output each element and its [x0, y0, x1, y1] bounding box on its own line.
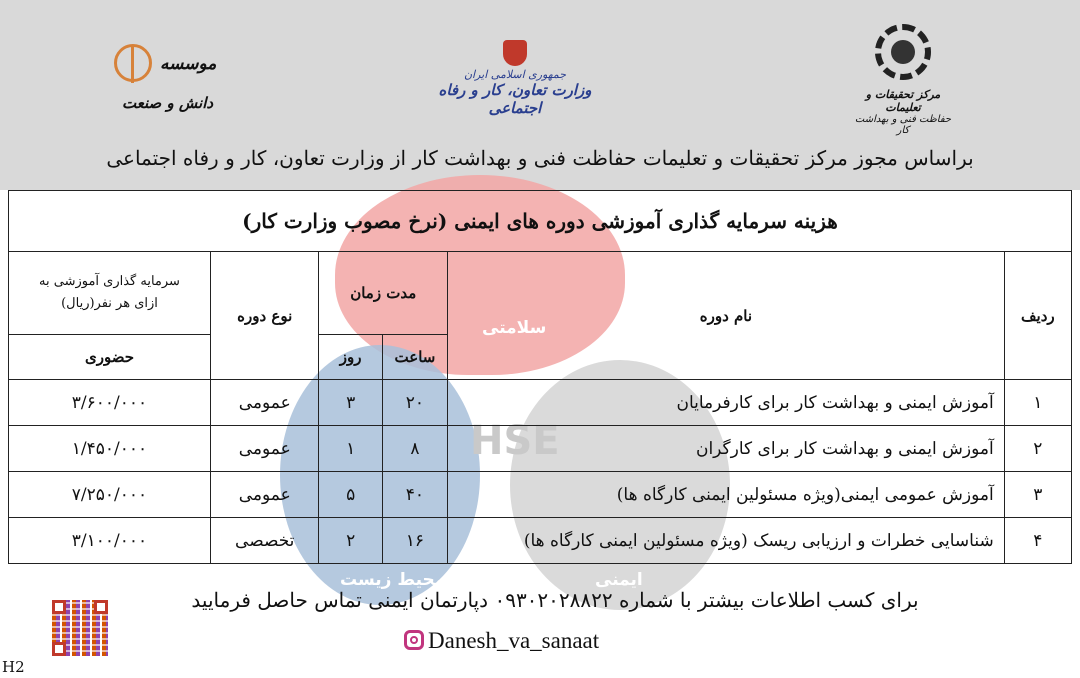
research-center-line2: حفاظت فنی و بهداشت کار [854, 114, 952, 136]
cell-price: ۷/۲۵۰/۰۰۰ [9, 472, 211, 518]
ministry-logo-line1: جمهوری اسلامی ایران [463, 68, 567, 81]
header-course-type: نوع دوره [210, 252, 319, 380]
cell-course-name: آموزش ایمنی و بهداشت کار برای کارفرمایان [448, 380, 1005, 426]
qr-corner-marker [94, 600, 108, 614]
environment-watermark-label: محیط زیست [340, 570, 446, 590]
cell-price: ۳/۶۰۰/۰۰۰ [9, 380, 211, 426]
ministry-logo-line2: وزارت تعاون، کار و رفاه اجتماعی [438, 81, 592, 117]
cell-row-no: ۳ [1004, 472, 1071, 518]
institute-logo [108, 42, 218, 122]
header-row-no: ردیف [1004, 252, 1071, 380]
cell-row-no: ۴ [1004, 518, 1071, 564]
cell-price: ۳/۱۰۰/۰۰۰ [9, 518, 211, 564]
safety-watermark-label: ایمنی [595, 570, 643, 590]
table-row [9, 518, 1072, 564]
gear-emblem-icon [875, 24, 931, 80]
cell-course-type: عمومی [210, 472, 319, 518]
institute-logo-line1: موسسه [160, 54, 217, 74]
cell-course-type: عمومی [210, 426, 319, 472]
instagram-icon [404, 630, 424, 650]
iran-emblem-icon [503, 40, 527, 66]
cell-row-no: ۲ [1004, 426, 1071, 472]
cell-course-type: تخصصی [210, 518, 319, 564]
cell-hours: ۲۰ [382, 380, 447, 426]
cell-course-name: شناسایی خطرات و ارزیابی ریسک (ویژه مسئولین ایمنی کارگاه ها) [448, 518, 1005, 564]
qr-code-icon [52, 600, 108, 656]
institute-emblem-icon [114, 44, 152, 82]
header-days: روز [319, 335, 382, 380]
header-course-name: نام دوره [448, 252, 1005, 380]
ministry-logo [420, 40, 610, 120]
header-duration: مدت زمان [319, 252, 448, 335]
research-center-line1: مرکز تحقیقات و تعلیمات [865, 88, 941, 114]
course-fee-table [8, 190, 1072, 564]
cell-price: ۱/۴۵۰/۰۰۰ [9, 426, 211, 472]
contact-info: برای کسب اطلاعات بیشتر با شماره ۰۹۳۰۲۰۲۸۸۲۲ دپارتمان ایمنی تماس حاصل فرمایید [191, 588, 919, 612]
cell-course-name: آموزش عمومی ایمنی(ویژه مسئولین ایمنی کارگاه ها) [448, 472, 1005, 518]
header-hours: ساعت [382, 335, 447, 380]
table-row [9, 426, 1072, 472]
cell-course-name: آموزش ایمنی و بهداشت کار برای کارگران [448, 426, 1005, 472]
header-investment-line1: سرمایه گذاری آموزشی به [39, 274, 180, 289]
cell-days: ۳ [319, 380, 382, 426]
cell-days: ۱ [319, 426, 382, 472]
license-statement: براساس مجوز مرکز تحقیقات و تعلیمات حفاظت فنی و بهداشت کار از وزارت تعاون، کار و رفاه اجتماعی [106, 146, 974, 170]
cell-hours: ۸ [382, 426, 447, 472]
qr-corner-marker [52, 642, 66, 656]
document-code: H2 [2, 658, 25, 676]
header-in-person: حضوری [9, 335, 211, 380]
cell-days: ۵ [319, 472, 382, 518]
research-center-logo [848, 24, 958, 136]
instagram-handle-text: Danesh_va_sanaat [428, 628, 600, 653]
cell-course-type: عمومی [210, 380, 319, 426]
table-title: هزینه سرمایه گذاری آموزشی دوره های ایمنی (نرخ مصوب وزارت کار) [9, 191, 1072, 252]
health-watermark-label: سلامتی [482, 318, 547, 338]
table-row [9, 380, 1072, 426]
cell-row-no: ۱ [1004, 380, 1071, 426]
header-investment-line2: ازای هر نفر(ریال) [61, 296, 158, 311]
hse-watermark-text: HSE [470, 418, 560, 464]
table-row [9, 472, 1072, 518]
qr-corner-marker [52, 600, 66, 614]
cell-days: ۲ [319, 518, 382, 564]
cell-hours: ۴۰ [382, 472, 447, 518]
instagram-handle[interactable] [404, 628, 599, 654]
cell-hours: ۱۶ [382, 518, 447, 564]
institute-logo-line2: دانش و صنعت [122, 94, 214, 112]
header-investment [9, 252, 211, 335]
